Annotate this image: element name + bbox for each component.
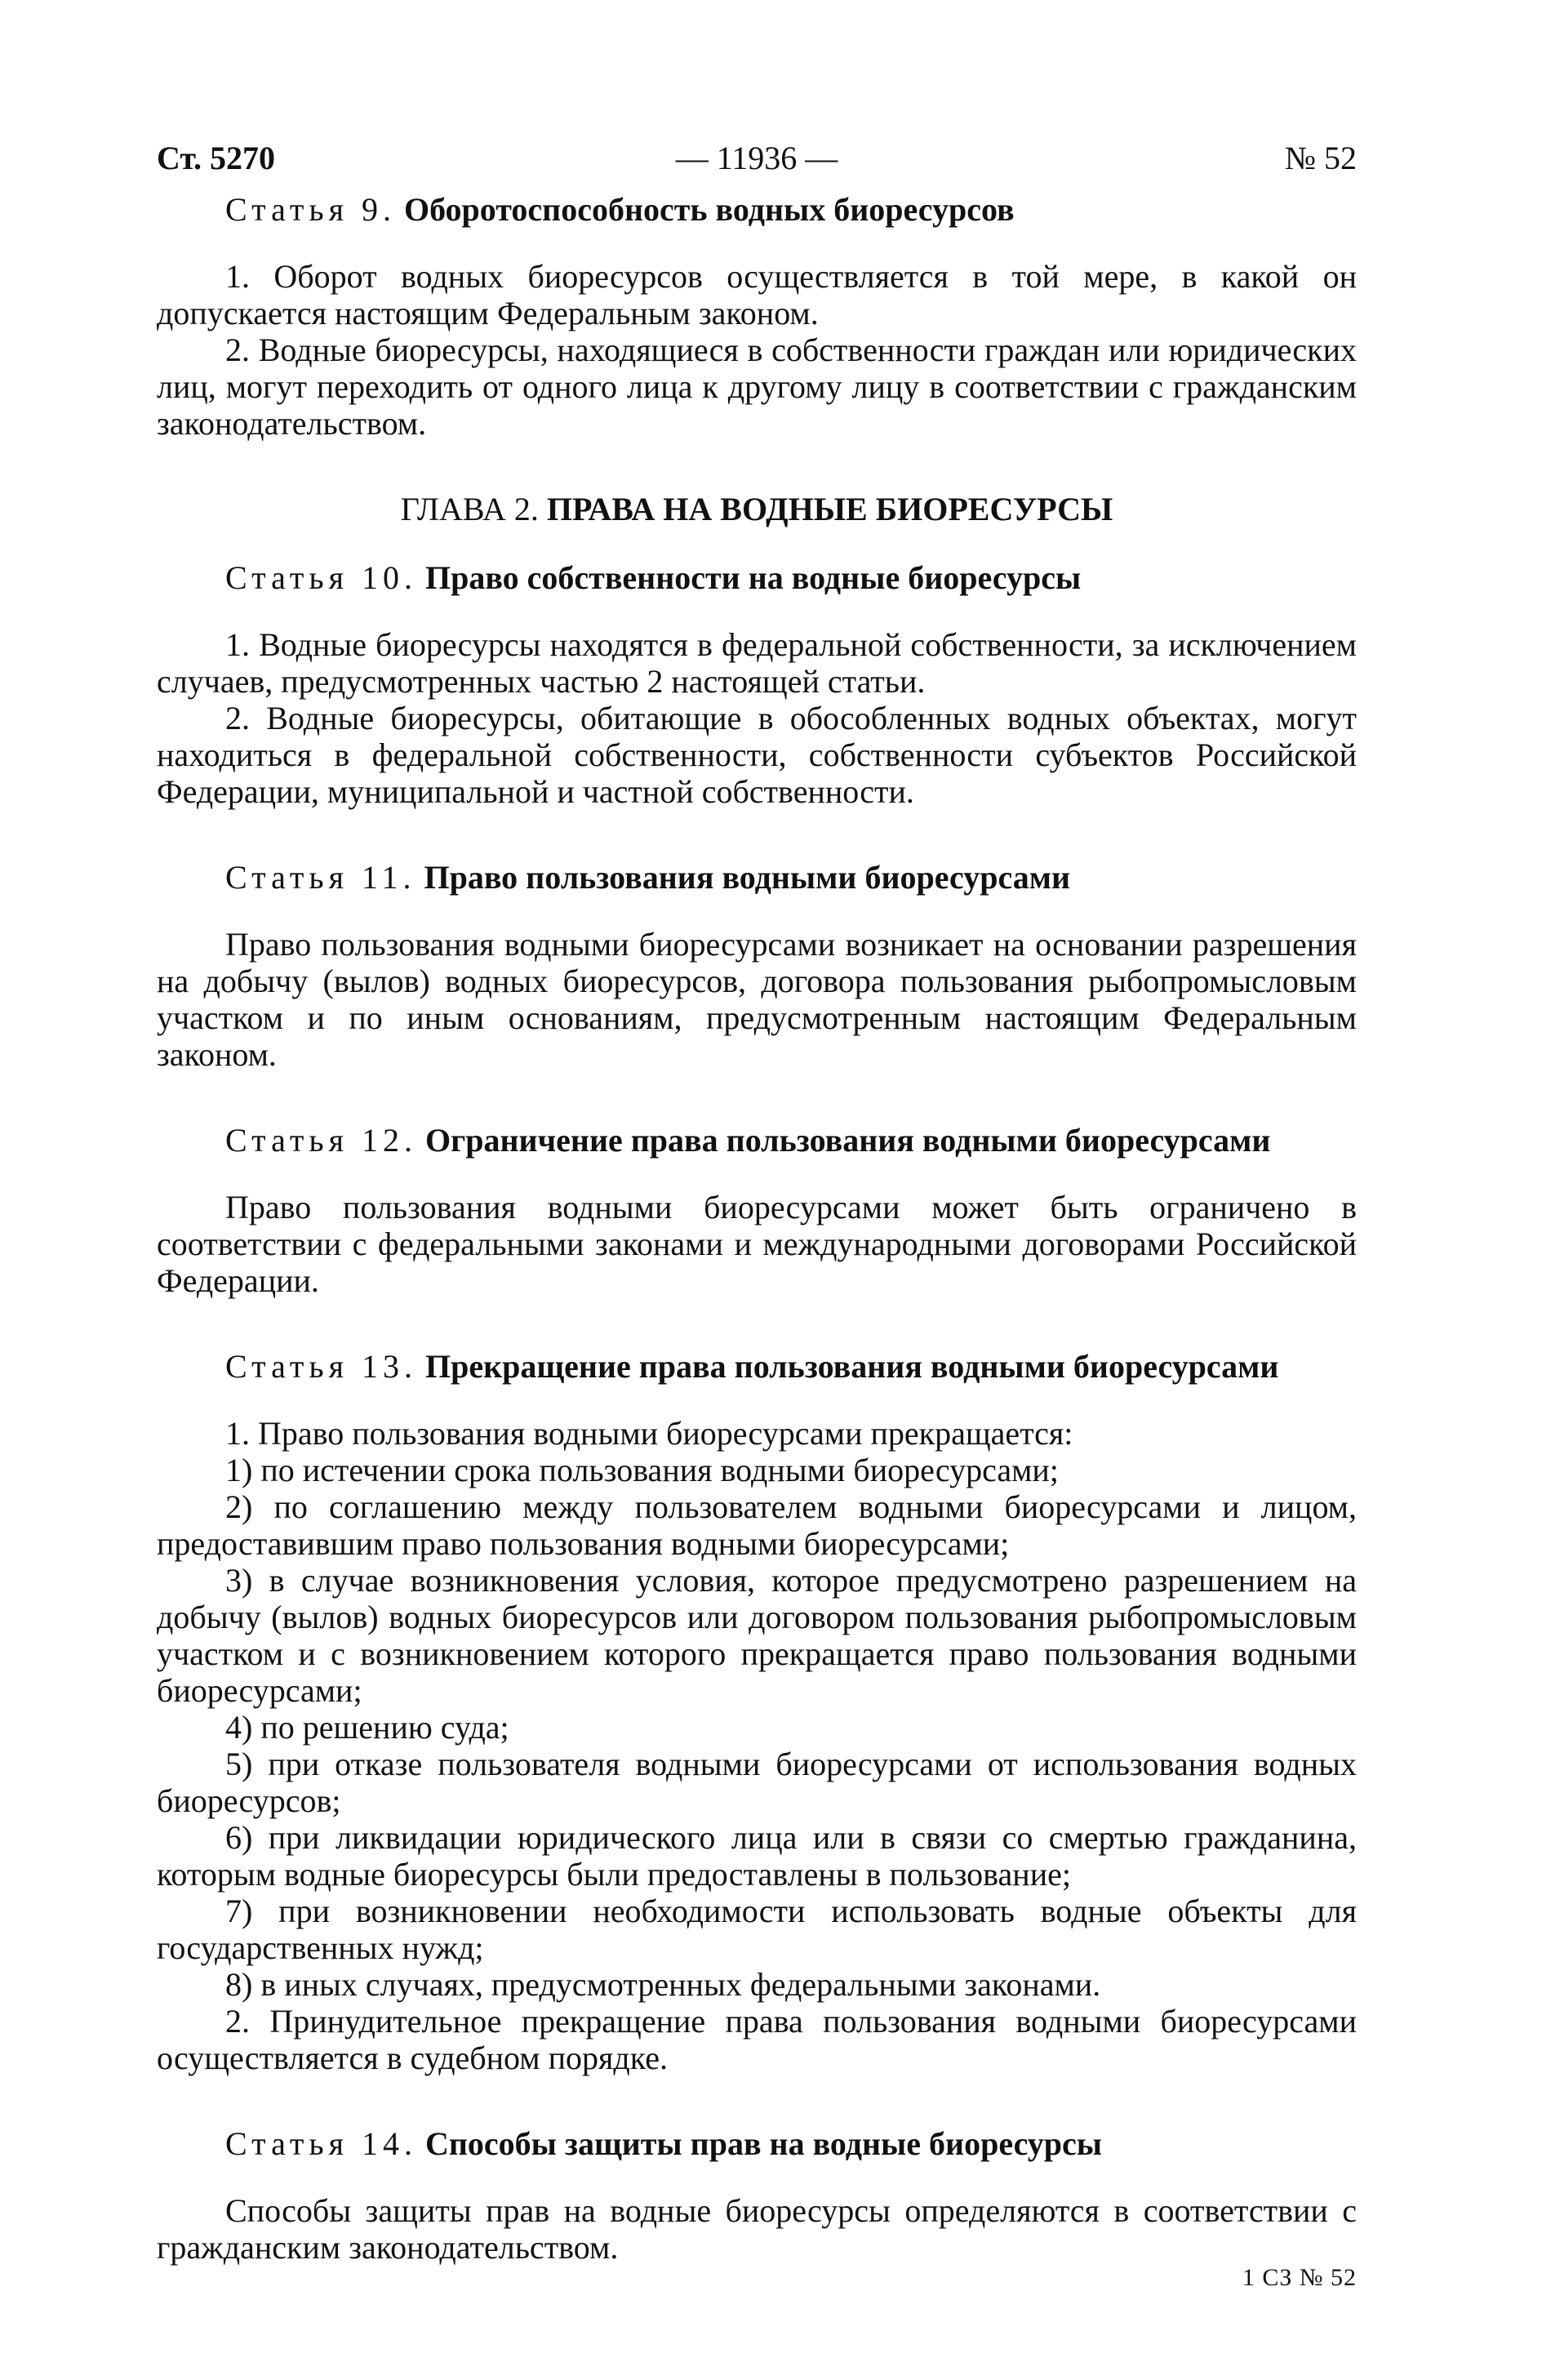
list-item: 1) по истечении срока пользования водными биоресурсами; [225, 1452, 1059, 1488]
article-13-title [157, 1346, 1357, 1387]
article-name: Ограничение права пользования водными биоресурсами [424, 1122, 1271, 1159]
list-item: 2) по соглашению между пользователем водными биоресурсами и лицом, предоставившим право пользования водными биоресурсами; [157, 1488, 1357, 1562]
document-page [157, 131, 1357, 2266]
paragraph: 1. Водные биоресурсы находятся в федеральной собственности, за исключением случаев, предусмотренных частью 2 настоящей статьи. [157, 626, 1357, 700]
article-name: Оборотоспособность водных биоресурсов [403, 191, 1015, 228]
article-name: Право пользования водными биоресурсами [424, 859, 1070, 896]
article-name: Способы защиты прав на водные биоресурсы [424, 2125, 1103, 2162]
page-reference: Ст. 5270 [157, 140, 275, 176]
article-12-title [157, 1120, 1357, 1161]
paragraph: 2. Принудительное прекращение права пользования водными биоресурсами осуществляется в судебном порядке. [157, 2003, 1357, 2076]
chapter-label: ГЛАВА 2. [400, 491, 539, 527]
article-name: Прекращение права пользования водными биоресурсами [424, 1348, 1279, 1385]
paragraph: Право пользования водными биоресурсами возникает на основании разрешения на добычу (вылов) водных биоресурсов, договора пользования рыбопромысловым участком и по иным основаниям, предусмотренным настоящим Федеральным законом. [157, 926, 1357, 1073]
paragraph: 1. Право пользования водными биоресурсами прекращается: [225, 1415, 1073, 1452]
article-label: Статья 9. [225, 191, 396, 228]
chapter-name: ПРАВА НА ВОДНЫЕ БИОРЕСУРСЫ [546, 491, 1113, 527]
article-14-title [157, 2124, 1357, 2164]
article-name: Право собственности на водные биоресурсы [424, 559, 1082, 596]
article-label: Статья 10. [225, 559, 417, 596]
list-item: 3) в случае возникновения условия, которое предусмотрено разрешением на добычу (вылов) водных биоресурсов или договором пользования рыбопромысловым участком и с возникновением которого прекращается право пользования водными биоресурсами; [157, 1562, 1357, 1709]
list-item: 7) при возникновении необходимости использовать водные объекты для государственных нужд; [157, 1893, 1357, 1966]
paragraph: Способы защиты прав на водные биоресурсы определяются в соответствии с гражданским законодательством. [157, 2192, 1357, 2266]
paragraph: 2. Водные биоресурсы, находящиеся в собственности граждан или юридических лиц, могут переходить от одного лица к другому лицу в соответствии с гражданским законодательством. [157, 331, 1357, 442]
issue-number: № 52 [1284, 140, 1357, 176]
article-label: Статья 13. [225, 1348, 417, 1385]
page-number: — 11936 — [675, 140, 838, 176]
article-label: Статья 14. [225, 2125, 417, 2162]
article-9-title [157, 189, 1357, 230]
article-label: Статья 11. [225, 859, 416, 896]
paragraph: 2. Водные биоресурсы, обитающие в обособленных водных объектах, могут находиться в федеральной собственности, собственности субъектов Российской Федерации, муниципальной и частной собственности. [157, 700, 1357, 810]
article-10-title [157, 558, 1357, 598]
article-11-title [157, 857, 1357, 898]
list-item: 5) при отказе пользователя водными биоресурсами от использования водных биоресурсов; [157, 1746, 1357, 1819]
page-header [157, 131, 1357, 189]
paragraph: Право пользования водными биоресурсами может быть ограничено в соответствии с федеральными законами и международными договорами Российской Федерации. [157, 1189, 1357, 1299]
chapter-heading [157, 489, 1357, 530]
list-item: 8) в иных случаях, предусмотренных федеральными законами. [225, 1966, 1101, 2003]
list-item: 6) при ликвидации юридического лица или в связи со смертью гражданина, которым водные биоресурсы были предоставлены в пользование; [157, 1819, 1357, 1893]
paragraph: 1. Оборот водных биоресурсов осуществляется в той мере, в какой он допускается настоящим Федеральным законом. [157, 258, 1357, 331]
article-label: Статья 12. [225, 1122, 417, 1159]
signature-mark: 1 СЗ № 52 [1242, 2264, 1357, 2291]
list-item: 4) по решению суда; [225, 1709, 509, 1746]
